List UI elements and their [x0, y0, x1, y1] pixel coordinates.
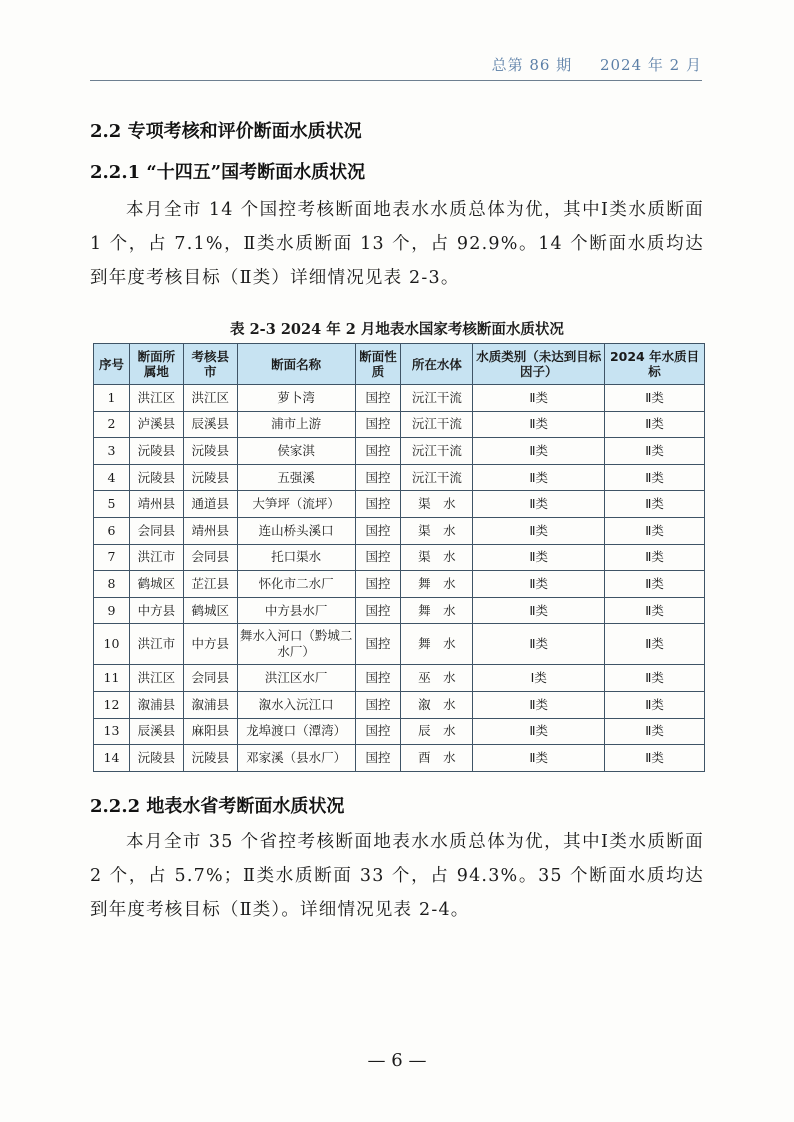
table-cell: 辰 水	[401, 718, 473, 745]
table-cell: Ⅱ类	[605, 491, 705, 518]
page-number: — 6 —	[367, 1050, 427, 1071]
table-cell: Ⅱ类	[605, 718, 705, 745]
table-cell: 9	[94, 597, 130, 624]
table-cell: 国控	[355, 745, 401, 772]
table-cell: Ⅱ类	[473, 438, 605, 465]
table-cell: Ⅱ类	[605, 544, 705, 571]
table-cell: 10	[94, 624, 130, 665]
table-cell: Ⅱ类	[605, 517, 705, 544]
table-cell: 酉 水	[401, 745, 473, 772]
table-cell: 舞水入河口（黔城二水厂）	[237, 624, 355, 665]
table-cell: Ⅱ类	[473, 718, 605, 745]
table-cell: Ⅰ类	[473, 665, 605, 692]
table-cell: 萝卜湾	[237, 385, 355, 412]
table-cell: 国控	[355, 385, 401, 412]
table-cell: 巫 水	[401, 665, 473, 692]
table-cell: 国控	[355, 691, 401, 718]
table-cell: 会同县	[183, 544, 237, 571]
paragraph-provincial-sections: 本月全市 35 个省控考核断面地表水水质总体为优，其中Ⅰ类水质断面 2 个，占 5.7%；Ⅱ类水质断面 33 个，占 94.3%。35 个断面水质均达到年度考核目标（Ⅱ类）。详细情况见表 2-4。	[90, 832, 704, 920]
table-row	[94, 544, 705, 571]
table-cell: 13	[94, 718, 130, 745]
table-cell: 会同县	[183, 665, 237, 692]
table-row	[94, 517, 705, 544]
table-cell: 国控	[355, 517, 401, 544]
table-cell: 五强溪	[237, 464, 355, 491]
table-cell: 沅江干流	[401, 385, 473, 412]
table-cell: 连山桥头溪口	[237, 517, 355, 544]
page-header	[90, 54, 702, 81]
table-cell: 舞 水	[401, 624, 473, 665]
table-cell: Ⅱ类	[605, 411, 705, 438]
table-cell: 泸溪县	[129, 411, 183, 438]
column-header: 断面所属地	[129, 344, 183, 385]
table-cell: 中方县	[129, 597, 183, 624]
table-cell: 8	[94, 571, 130, 598]
table-row	[94, 665, 705, 692]
table-cell: Ⅱ类	[473, 624, 605, 665]
table-cell: Ⅱ类	[605, 571, 705, 598]
table-cell: 洪江区	[129, 385, 183, 412]
table-cell: Ⅱ类	[605, 624, 705, 665]
table-cell: 托口渠水	[237, 544, 355, 571]
table-cell: 12	[94, 691, 130, 718]
section-heading-2-2: 2.2 专项考核和评价断面水质状况	[90, 121, 362, 142]
table-row	[94, 597, 705, 624]
table-cell: 国控	[355, 597, 401, 624]
table-cell: 沅江干流	[401, 438, 473, 465]
table-cell: 国控	[355, 544, 401, 571]
table-cell: 洪江市	[129, 624, 183, 665]
table-cell: 国控	[355, 411, 401, 438]
table-cell: 沅江干流	[401, 411, 473, 438]
table-cell: Ⅱ类	[473, 571, 605, 598]
table-cell: 11	[94, 665, 130, 692]
table-cell: 渠 水	[401, 517, 473, 544]
table-cell: 侯家淇	[237, 438, 355, 465]
table-cell: 洪江区	[129, 665, 183, 692]
column-header: 2024 年水质目标	[605, 344, 705, 385]
table-row	[94, 571, 705, 598]
table-cell: 舞 水	[401, 597, 473, 624]
table-cell: 中方县水厂	[237, 597, 355, 624]
table-cell: 辰溪县	[183, 411, 237, 438]
table-cell: Ⅱ类	[473, 691, 605, 718]
table-row	[94, 491, 705, 518]
table-cell: Ⅱ类	[473, 745, 605, 772]
table-cell: 洪江市	[129, 544, 183, 571]
table-cell: Ⅱ类	[605, 745, 705, 772]
table-cell: 沅陵县	[129, 438, 183, 465]
table-cell: 溆浦县	[183, 691, 237, 718]
table-cell: Ⅱ类	[473, 385, 605, 412]
table-cell: Ⅱ类	[605, 438, 705, 465]
table-row	[94, 691, 705, 718]
table-cell: Ⅱ类	[605, 597, 705, 624]
table-cell: 洪江区	[183, 385, 237, 412]
table-cell: 1	[94, 385, 130, 412]
table-cell: Ⅱ类	[473, 411, 605, 438]
paragraph-national-sections: 本月全市 14 个国控考核断面地表水水质总体为优，其中Ⅰ类水质断面 1 个，占 7.1%，Ⅱ类水质断面 13 个，占 92.9%。14 个断面水质均达到年度考核目标（Ⅱ类）详细情况见表 2-3。	[90, 200, 704, 288]
table-row	[94, 411, 705, 438]
table-caption: 表 2-3 2024 年 2 月地表水国家考核断面水质状况	[230, 321, 564, 338]
column-header: 序号	[94, 344, 130, 385]
table-cell: 14	[94, 745, 130, 772]
table-cell: 沅陵县	[183, 745, 237, 772]
water-quality-table	[93, 343, 705, 772]
table-cell: 邓家溪（县水厂）	[237, 745, 355, 772]
column-header: 断面性质	[355, 344, 401, 385]
table-cell: 沅江干流	[401, 464, 473, 491]
table-body	[94, 385, 705, 772]
table-cell: 靖州县	[183, 517, 237, 544]
table-cell: 国控	[355, 491, 401, 518]
table-cell: 沅陵县	[183, 438, 237, 465]
table-cell: 7	[94, 544, 130, 571]
table-cell: Ⅱ类	[605, 464, 705, 491]
table-cell: 洪江区水厂	[237, 665, 355, 692]
table-cell: 麻阳县	[183, 718, 237, 745]
table-cell: 沅陵县	[183, 464, 237, 491]
table-cell: 5	[94, 491, 130, 518]
table-cell: 沅陵县	[129, 745, 183, 772]
table-cell: 靖州县	[129, 491, 183, 518]
table-cell: 国控	[355, 665, 401, 692]
table-row	[94, 718, 705, 745]
table-cell: 溆 水	[401, 691, 473, 718]
table-row	[94, 385, 705, 412]
table-cell: 国控	[355, 624, 401, 665]
table-cell: 辰溪县	[129, 718, 183, 745]
table-cell: 国控	[355, 438, 401, 465]
table-cell: 3	[94, 438, 130, 465]
table-cell: 大笋坪（流坪）	[237, 491, 355, 518]
table-cell: 2	[94, 411, 130, 438]
table-cell: 渠 水	[401, 544, 473, 571]
table-cell: 沅陵县	[129, 464, 183, 491]
table-row	[94, 624, 705, 665]
table-cell: 鹤城区	[183, 597, 237, 624]
section-heading-2-2-2: 2.2.2 地表水省考断面水质状况	[90, 796, 345, 817]
table-cell: 浦市上游	[237, 411, 355, 438]
table-cell: 4	[94, 464, 130, 491]
table-cell: 鹤城区	[129, 571, 183, 598]
section-heading-2-2-1: 2.2.1 “十四五”国考断面水质状况	[90, 162, 366, 183]
issue-date: 2024 年 2 月	[599, 56, 702, 74]
table-row	[94, 438, 705, 465]
table-cell: 国控	[355, 571, 401, 598]
table-cell: 舞 水	[401, 571, 473, 598]
table-cell: Ⅱ类	[473, 544, 605, 571]
table-cell: 6	[94, 517, 130, 544]
table-cell: Ⅱ类	[605, 691, 705, 718]
column-header: 断面名称	[237, 344, 355, 385]
table-cell: Ⅱ类	[605, 665, 705, 692]
column-header: 考核县市	[183, 344, 237, 385]
table-cell: 通道县	[183, 491, 237, 518]
issue-number: 总第 86 期	[491, 56, 573, 74]
table-cell: Ⅱ类	[605, 385, 705, 412]
table-cell: 溆水入沅江口	[237, 691, 355, 718]
table-cell: Ⅱ类	[473, 517, 605, 544]
table-cell: 芷江县	[183, 571, 237, 598]
table-cell: 渠 水	[401, 491, 473, 518]
table-cell: Ⅱ类	[473, 597, 605, 624]
table-cell: 怀化市二水厂	[237, 571, 355, 598]
table-cell: Ⅱ类	[473, 464, 605, 491]
column-header: 所在水体	[401, 344, 473, 385]
table-cell: Ⅱ类	[473, 491, 605, 518]
table-row	[94, 464, 705, 491]
table-cell: 国控	[355, 464, 401, 491]
table-cell: 中方县	[183, 624, 237, 665]
table-cell: 溆浦县	[129, 691, 183, 718]
column-header: 水质类别（未达到目标因子）	[473, 344, 605, 385]
table-cell: 龙埠渡口（潭湾）	[237, 718, 355, 745]
table-header	[94, 344, 705, 385]
table-cell: 国控	[355, 718, 401, 745]
table-cell: 会同县	[129, 517, 183, 544]
table-row	[94, 745, 705, 772]
